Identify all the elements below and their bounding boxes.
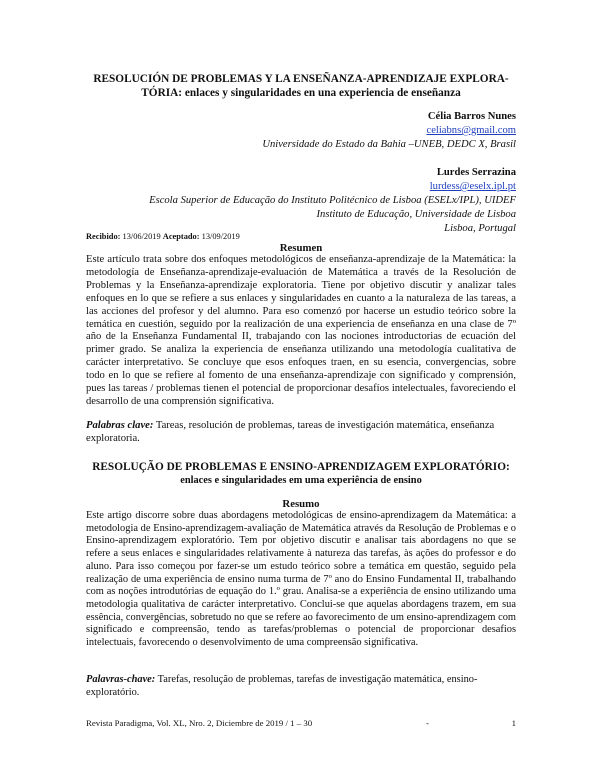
author-block-1 xyxy=(262,110,516,152)
keywords-text: Tarefas, resolução de problemas, tarefas de investigação matemática, ensino-exploratório. xyxy=(86,674,478,698)
accepted-label: Aceptado: xyxy=(162,232,200,241)
title-pt-line2: enlaces e singularidades em uma experiência de ensino xyxy=(180,475,422,486)
journal-citation: Revista Paradigma, Vol. XL, Nro. 2, Diciembre de 2019 / 1 – 30 xyxy=(86,718,313,728)
author-email-link[interactable]: lurdess@eselx.ipl.pt xyxy=(429,181,516,192)
author-affiliation: Instituto de Educação, Universidade de Lisboa xyxy=(316,209,516,220)
title-es-line2: TÓRIA: enlaces y singularidades en una experiencia de enseñanza xyxy=(141,87,461,99)
title-es-line1: RESOLUCIÓN DE PROBLEMAS Y LA ENSEÑANZA-APRENDIZAJE EXPLORA- xyxy=(93,73,509,85)
author-affiliation: Lisboa, Portugal xyxy=(444,223,516,234)
keywords-label: Palabras clave: xyxy=(86,420,154,431)
keywords-spanish xyxy=(86,420,516,446)
abstract-spanish: Este artículo trata sobre dos enfoques metodológicos de enseñanza-aprendizaje de la Matemática: la metodología de Enseñanza-aprendizaje-evaluación de Matemática a través de la Resolución de Problemas y la Enseñanza-aprendizaje exploratoria. Tiene por objetivo discutir y analizar tales enfoques en lo que se refiere a sus enlaces y singularidades en cuanto a la naturaleza de las tareas, a las acciones del profesor y del alumno. Para eso comenzó por hacerse un estudio teórico sobre la temática en cuestión, seguido por la realización de una experiencia de enseñanza en una clase de 7º año de la Enseñanza Fundamental II, trabajando con las nociones introductorias de ecuación del primer grado. Se analiza la experiencia de enseñanza utilizando una metodología cualitativa de carácter interpretativo. Se concluye que esos enfoques traen, en su esencia, convergencias, sobre todo en lo que se refiere al fomento de una enseñanza-aprendizaje con significado y comprensión, pues las tareas / problemas tienen el potencial de proporcionar desafíos intelectuales, favoreciendo el desarrollo de una comprensión significativa. xyxy=(86,254,516,407)
submission-dates xyxy=(86,232,240,241)
author-email-link[interactable]: celiabns@gmail.com xyxy=(426,125,516,136)
author-name: Célia Barros Nunes xyxy=(427,111,516,122)
received-date: 13/06/2019 xyxy=(122,232,161,241)
accepted-date: 13/09/2019 xyxy=(201,232,240,241)
abstract-heading-spanish: Resumen xyxy=(279,242,323,254)
article-title-spanish xyxy=(86,72,516,100)
abstract-heading-portuguese: Resumo xyxy=(282,498,320,510)
title-pt-line1: RESOLUÇÃO DE PROBLEMAS E ENSINO-APRENDIZAGEM EXPLORATÓRIO: xyxy=(92,461,510,473)
article-title-portuguese xyxy=(86,460,516,488)
author-block-2 xyxy=(149,166,516,236)
page-number: 1 xyxy=(511,718,516,728)
abstract-portuguese: Este artigo discorre sobre duas abordagens metodológicas de ensino-aprendizagem da Matemática: a metodologia de Ensino-aprendizagem-avaliação de Matemática através da Resolução de Problemas e o Ensino-aprendizagem exploratório. Tem por objetivo discutir e analisar tais abordagens no que se refere a seus enlaces e singularidades relativamente à natureza das tarefas, às ações do professor e do aluno. Para isso começou por fazer-se um estudo teórico sobre a temática em questão, seguido pela realização de uma experiência de ensino numa turma de 7º ano do Ensino Fundamental II, trabalhando com as noções introdutórias de equação do 1.º grau. Analisa-se a experiência de ensino utilizando uma metodologia qualitativa de carácter interpretativo. Conclui-se que aquelas abordagens trazem, em sua essência, convergências, sobretudo no que se refere ao favorecimento de um ensino-aprendizagem com significado e compreensão, tendo as tarefas/problemas o potencial de proporcionar desafios intelectuais, favorecendo o desenvolvimento de uma compreensão significativa. xyxy=(86,510,516,649)
received-label: Recibido: xyxy=(86,232,121,241)
keywords-text: Tareas, resolución de problemas, tareas de investigación matemática, enseñanza exploratoria. xyxy=(86,420,495,444)
footer-separator: - xyxy=(426,718,429,728)
author-affiliation: Universidade do Estado da Bahia –UNEB, DEDC X, Brasil xyxy=(262,139,516,150)
author-name: Lurdes Serrazina xyxy=(436,167,516,178)
keywords-label: Palavras-chave: xyxy=(86,674,156,685)
author-affiliation: Escola Superior de Educação do Instituto Politécnico de Lisboa (ESELx/IPL), UIDEF xyxy=(149,195,516,206)
keywords-portuguese xyxy=(86,674,516,699)
